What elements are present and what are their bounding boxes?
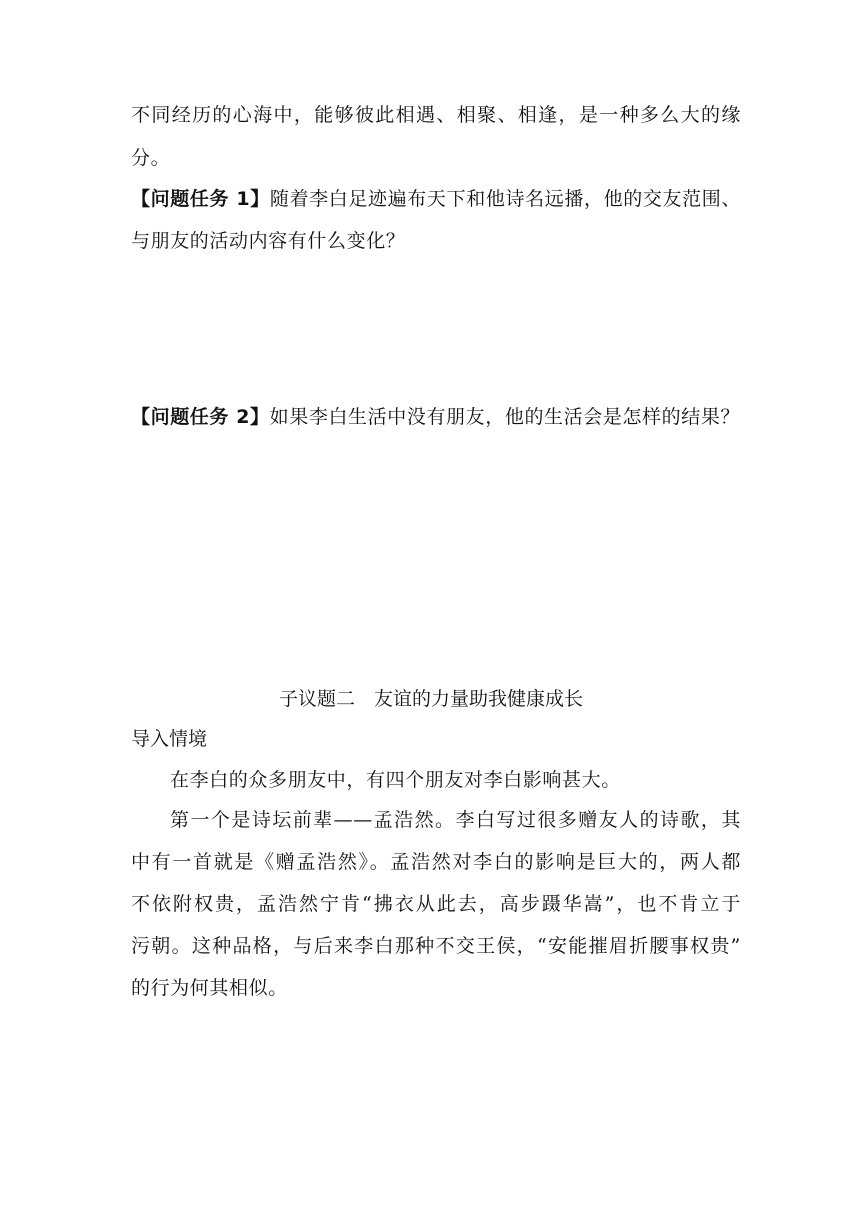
section-paragraph-1: 在李白的众多朋友中，有四个朋友对李白影响甚大。 xyxy=(170,769,621,791)
section-paragraph-2-line-1: 第一个是诗坛前辈——孟浩然。李白写过很多赠友人的诗歌，其 xyxy=(170,809,741,831)
section-paragraph-2-line-3: 不依附权贵，孟浩然宁肯“拂衣从此去，高步蹑华嵩”，也不肯立于 xyxy=(131,893,741,915)
task-1-line-1 xyxy=(131,186,741,212)
intro-line-1: 不同经历的心海中，能够彼此相遇、相聚、相逢，是一种多么大的缘 xyxy=(131,104,741,126)
intro-line-2: 分。 xyxy=(131,147,171,169)
section-title: 子议题二 友谊的力量助我健康成长 xyxy=(278,688,583,710)
task-1-label: 【问题任务 1】 xyxy=(131,188,270,210)
section-subheading: 导入情境 xyxy=(131,728,208,750)
task-2-line xyxy=(131,404,741,430)
task-2-text: 如果李白生活中没有朋友，他的生活会是怎样的结果？ xyxy=(269,406,741,428)
task-1-text-1: 随着李白足迹遍布天下和他诗名远播，他的交友范围、 xyxy=(269,188,741,210)
section-paragraph-2-line-4: 污朝。这种品格，与后来李白那种不交王侯，“安能摧眉折腰事权贵” xyxy=(131,935,741,957)
section-paragraph-2-line-5: 的行为何其相似。 xyxy=(131,977,288,999)
task-1-line-2: 与朋友的活动内容有什么变化？ xyxy=(131,230,406,252)
section-paragraph-2-line-2: 中有一首就是《赠孟浩然》。孟浩然对李白的影响是巨大的，两人都 xyxy=(131,851,741,873)
task-2-label: 【问题任务 2】 xyxy=(131,406,270,428)
